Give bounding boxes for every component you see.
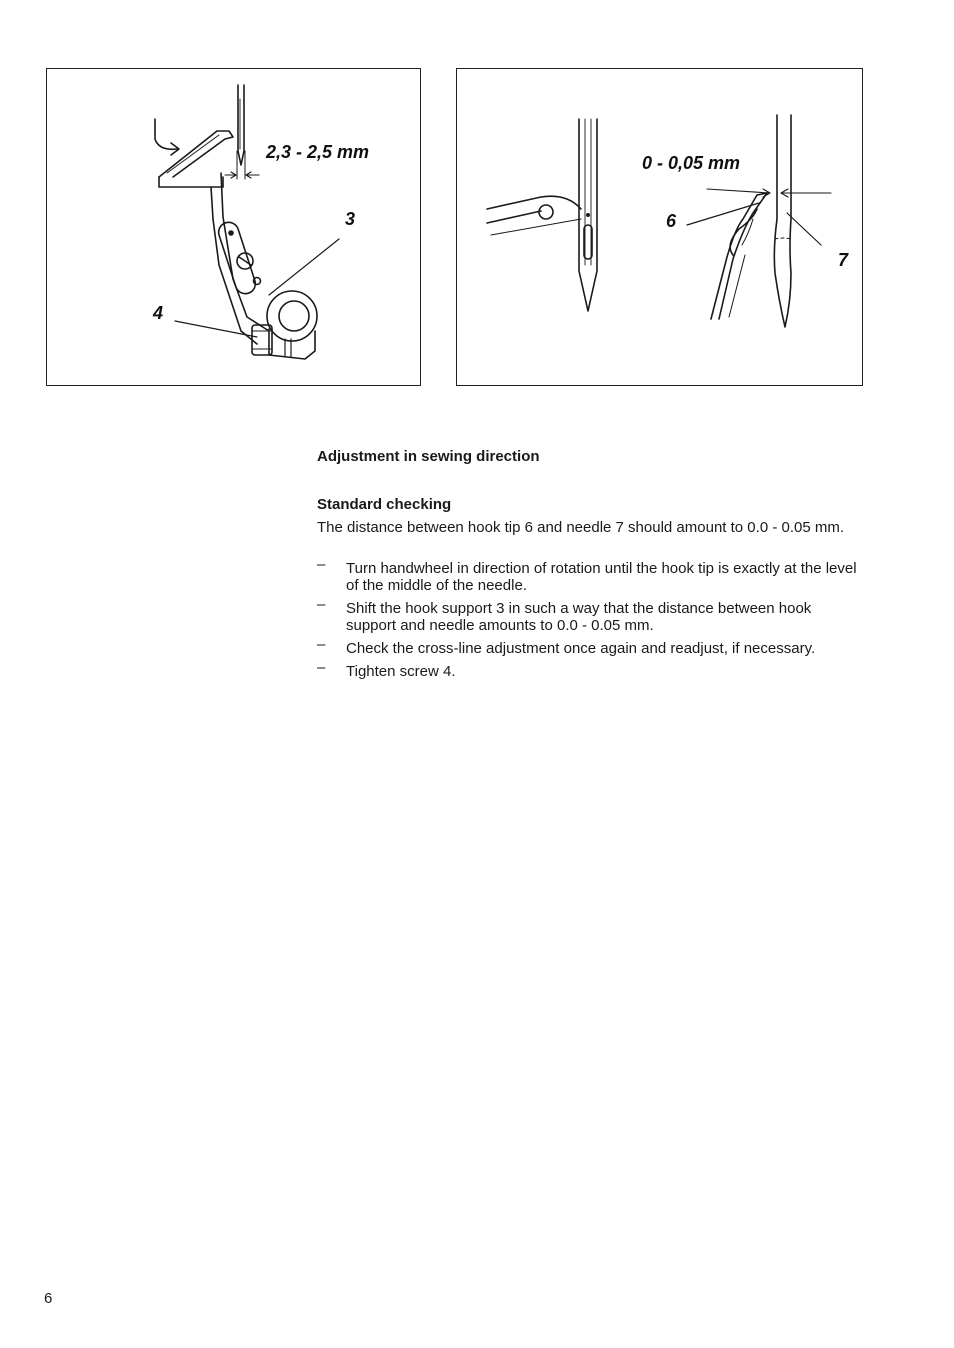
- sub-heading: Standard checking: [317, 496, 452, 513]
- figure-hook-tip-distance: [456, 68, 863, 386]
- list-marker: –: [317, 659, 326, 676]
- dimension-label-right: 0 - 0,05 mm: [642, 153, 741, 173]
- needle-drawing: [238, 85, 244, 165]
- step-list: [317, 556, 862, 686]
- hook-tip-drawing: [711, 193, 767, 319]
- list-item: [317, 636, 862, 657]
- callout-4: 4: [153, 303, 164, 323]
- list-item: [317, 659, 862, 680]
- hook-tip-drawing: [457, 69, 862, 385]
- dimension-label-left: 2,3 - 2,5 mm: [266, 142, 370, 162]
- list-marker: –: [317, 636, 326, 653]
- hook-support-drawing: [47, 69, 420, 385]
- needle-side-drawing: [774, 115, 791, 327]
- callout-7: 7: [838, 250, 849, 270]
- list-marker: –: [317, 556, 326, 573]
- section-heading: Adjustment in sewing direction: [317, 448, 540, 465]
- step-text: Tighten screw 4.: [346, 663, 456, 680]
- list-marker: –: [317, 596, 326, 613]
- hook-blade-side-drawing: [487, 196, 581, 209]
- list-item: [317, 596, 862, 634]
- intro-paragraph: The distance between hook tip 6 and needle 7 should amount to 0.0 - 0.05 mm.: [317, 519, 845, 536]
- step-text: Turn handwheel in direction of rotation until the hook tip is exactly at the level of the middle of the needle.: [346, 560, 857, 594]
- step-text: Check the cross-line adjustment once again and readjust, if necessary.: [346, 640, 816, 657]
- callout-6: 6: [666, 211, 677, 231]
- figure-hook-support: [46, 68, 421, 386]
- page-number: 6: [44, 1290, 53, 1307]
- hook-blade-drawing: [159, 131, 233, 177]
- callout-3: 3: [345, 209, 356, 229]
- list-item: [317, 556, 862, 594]
- step-text: Shift the hook support 3 in such a way that the distance between hook support and needle amounts to 0.0 - 0.05 mm.: [346, 600, 812, 634]
